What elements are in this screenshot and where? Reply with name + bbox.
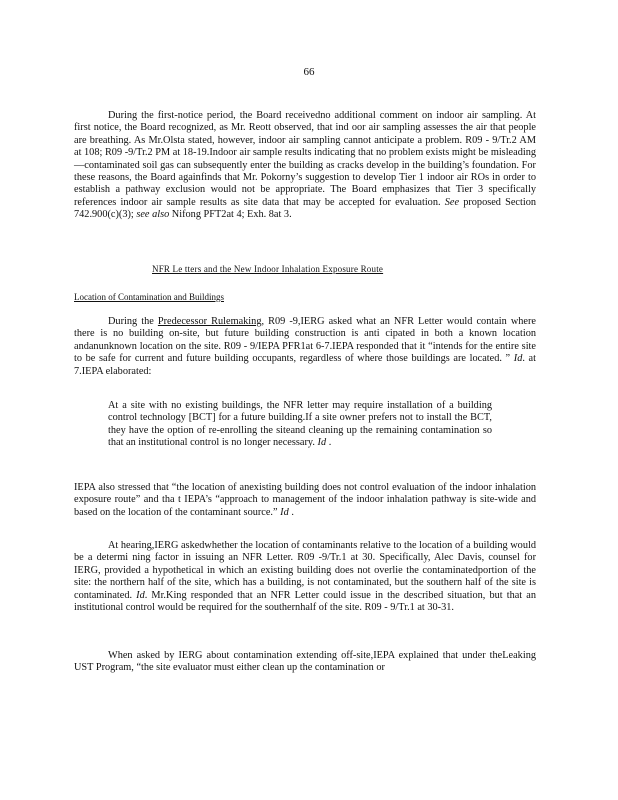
paragraph-indoor-air-sampling [74, 110, 536, 222]
paragraph-text: proposed Section 742.900(c)(3); [74, 196, 536, 221]
citation-signal: see also [136, 209, 170, 221]
section-heading: NFR Le tters and the New Indoor Inhalation Exposure Route [152, 264, 384, 274]
paragraph-off-site-contamination [74, 650, 536, 675]
block-quote [108, 400, 492, 450]
paragraph-text: , R09 -9,IERG asked what an NFR Letter would contain where there is no building on-site, but future building construction is anti cipated in both a known location andanunknown location on the site. R09 - 9/IEPA PFR1at 6-7.IEPA responded that it “intends for the entire site to be safe for current and future building occupants, regardless of where those buildings are located. ” [74, 316, 536, 365]
predecessor-rulemaking-link[interactable]: Predecessor Rulemaking [157, 316, 262, 327]
citation-signal: See [444, 196, 460, 208]
quote-text: At a site with no existing buildings, the NFR letter may require installation of a building control technology [BCT] for a future building.If a site owner prefers not to install the BCT, they have the option of re-enrolling the siteand cleaning up the remaining contamination so that an institutional control is no longer necessary. [108, 400, 492, 449]
subsection-heading: Location of Contamination and Buildings [74, 292, 224, 302]
paragraph-text: At hearing,IERG askedwhether the location of contaminants relative to the location of a building would be a determi ning factor in issuing an NFR Letter. R09 -9/Tr.1 at 30. Specifically, Alec Davis, counsel for IERG, provided a hypothetical in which an existing building does not overlie the contaminatedportion of the site: the northern half of the site, which has a building, is not contaminated, but the southern half of the site is contaminated. [74, 540, 536, 601]
paragraph-text: . at 7.IEPA elaborated: [74, 353, 536, 377]
paragraph-hearing-ierg [74, 540, 536, 614]
quote-end: . [328, 437, 332, 449]
paragraph-iepa-stressed [74, 482, 536, 519]
paragraph-text: When asked by IERG about contamination extending off-site,IEPA explained that under theLeaking UST Program, “the site evaluator must either clean up the contamination or [74, 650, 536, 674]
citation-id: Id [317, 437, 327, 449]
paragraph-text: . Mr.King responded that an NFR Letter could issue in the described situation, but that an institutional control would be required for the southernhalf of the site. R09 - 9/Tr.1 at 30-31. [74, 589, 536, 614]
citation-id: Id [513, 353, 523, 365]
citation-id: Id [280, 506, 289, 518]
paragraph-predecessor-rulemaking [74, 316, 536, 378]
paragraph-end: . [291, 506, 294, 518]
citation-id: Id [136, 589, 145, 601]
page-number: 66 [303, 66, 315, 78]
paragraph-text: IEPA also stressed that “the location of anexisting building does not control evaluation of the indoor inhalation exposure route” and tha t IEPA’s “approach to management of the indoor inhalation pathway is site-wide and based on the location of the contaminant source.” [74, 482, 536, 518]
paragraph-text: Nifong PFT2at 4; Exh. 8at 3. [169, 209, 292, 221]
paragraph-text: During the [108, 316, 158, 327]
paragraph-text: During the first-notice period, the Board receivedno additional comment on indoor air sampling. At first notice, the Board recognized, as Mr. Reott observed, that ind oor air sampling assesses the air that people are breathing. As Mr.Olsta stated, however, indoor air sampling cannot anticipate a problem. R09 - 9/Tr.2 AM at 108; R09 -9/Tr.2 PM at 18-19.Indoor air sample results indicating that no problem exists might be misleading —contaminated soil gas can subsequently enter the building as cracks develop in the building’s foundation. For these reasons, the Board againfinds that Mr. Pokorny’s suggestion to develop Tier 1 indoor air ROs in order to establish a pathway exclusion would not be appropriate. The Board emphasizes that Tier 3 specifically references indoor air sample results as site data that may be accepted for evaluation. [74, 110, 536, 208]
